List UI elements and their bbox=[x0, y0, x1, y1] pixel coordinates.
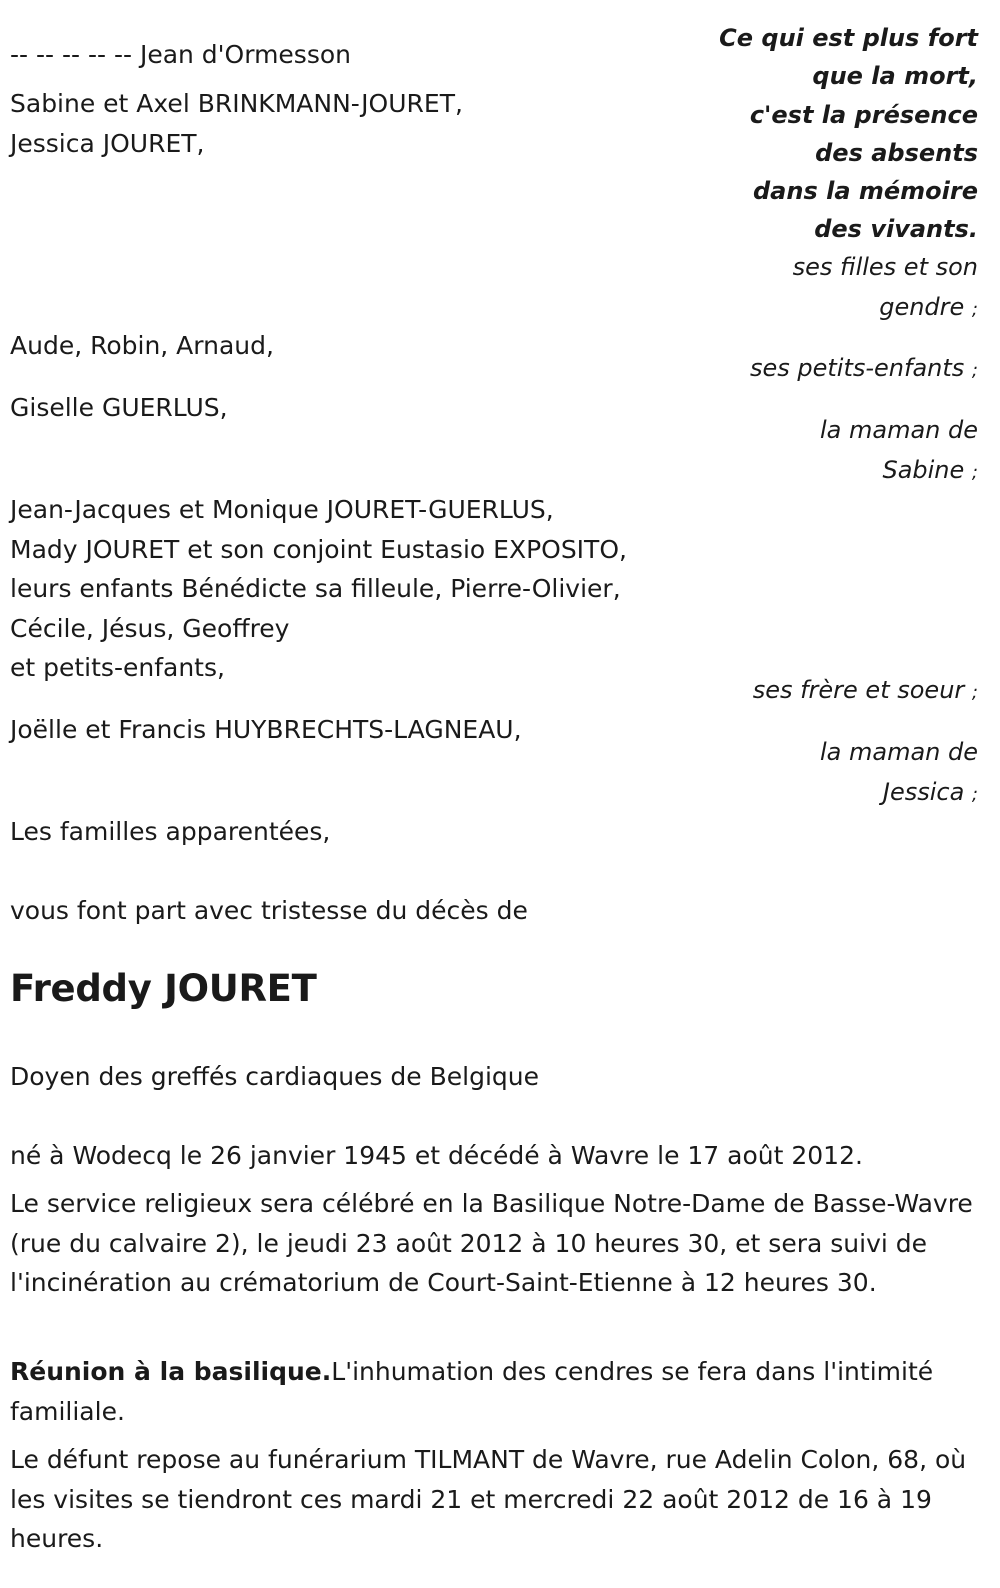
role-line bbox=[820, 451, 978, 493]
jessica-mother-role bbox=[820, 733, 978, 814]
related-families: Les familles apparentées, bbox=[10, 817, 331, 846]
quote-line: des vivants. bbox=[814, 215, 978, 244]
birth-death-line: né à Wodecq le 26 janvier 1945 et décédé à Wavre le 17 août 2012. bbox=[10, 1141, 863, 1170]
quote-line: que la mort, bbox=[812, 62, 978, 91]
daughters-role bbox=[793, 248, 978, 329]
sabine-mother-line: Giselle GUERLUS, bbox=[10, 393, 228, 422]
role-line bbox=[793, 288, 978, 330]
family-line: Mady JOURET et son conjoint Eustasio EXPOSITO, bbox=[10, 534, 627, 564]
role-line: la maman de bbox=[819, 738, 978, 766]
role-text: gendre bbox=[879, 292, 965, 321]
family-line: Jessica JOURET, bbox=[10, 128, 205, 158]
family-line: Cécile, Jésus, Geoffrey bbox=[10, 613, 290, 643]
daughters-block bbox=[10, 84, 463, 163]
semicolon: ; bbox=[971, 682, 978, 703]
deceased-name: Freddy JOURET bbox=[10, 967, 317, 1010]
visits-paragraph: Le défunt repose au funérarium TILMANT de Wavre, rue Adelin Colon, 68, où les visites se tiendront ces mardi 21 et mercredi 22 août 2012 de 16 à 19 heures. bbox=[10, 1445, 967, 1553]
semicolon: ; bbox=[971, 298, 978, 320]
quote-line: Ce qui est plus fort bbox=[719, 24, 978, 52]
reunion-bold: Réunion à la basilique. bbox=[10, 1357, 332, 1386]
quote-line: c'est la présence bbox=[749, 100, 978, 129]
deceased-subtitle: Doyen des greffés cardiaques de Belgique bbox=[10, 1062, 539, 1091]
family-line: leurs enfants Bénédicte sa filleule, Pierre-Olivier, bbox=[10, 574, 621, 603]
role-line: la maman de bbox=[819, 416, 978, 444]
epigraph-quote bbox=[719, 19, 978, 249]
sabine-mother-role bbox=[820, 411, 978, 492]
grandchildren-line: Aude, Robin, Arnaud, bbox=[10, 331, 274, 360]
family-line: Jean-Jacques et Monique JOURET-GUERLUS, bbox=[10, 495, 554, 524]
semicolon: ; bbox=[971, 783, 978, 805]
grandchildren-role bbox=[750, 349, 978, 391]
epigraph-attribution: -- -- -- -- -- Jean d'Ormesson bbox=[10, 40, 351, 69]
quote-line: dans la mémoire bbox=[753, 177, 978, 206]
reunion-text: L'inhumation des cendres se fera dans l'intimité familiale. bbox=[10, 1357, 934, 1426]
service-paragraph: Le service religieux sera célébré en la Basilique Notre-Dame de Basse-Wavre (rue du calvaire 2), le jeudi 23 août 2012 à 10 heures 30, et sera suivi de l'incinération au crématorium de Court-Saint-Etienne à 12 heures 30. bbox=[10, 1189, 973, 1297]
role-text: ses frère et soeur bbox=[752, 676, 965, 704]
role-line bbox=[820, 773, 978, 815]
semicolon: ; bbox=[971, 461, 978, 483]
role-text: Jessica bbox=[882, 777, 965, 806]
jessica-mother-line: Joëlle et Francis HUYBRECHTS-LAGNEAU, bbox=[10, 715, 522, 744]
family-line: Sabine et Axel BRINKMANN-JOURET, bbox=[10, 89, 463, 118]
role-text: Sabine bbox=[882, 455, 965, 484]
role-line: ses filles et son bbox=[792, 253, 978, 281]
announcement-intro: vous font part avec tristesse du décès de bbox=[10, 896, 528, 925]
family-line: et petits-enfants, bbox=[10, 653, 225, 682]
quote-line: des absents bbox=[815, 138, 978, 167]
siblings-block bbox=[10, 490, 627, 688]
reunion-paragraph bbox=[10, 1352, 985, 1431]
role-text: ses petits-enfants bbox=[749, 354, 965, 382]
siblings-role bbox=[753, 671, 978, 713]
semicolon: ; bbox=[971, 360, 978, 381]
